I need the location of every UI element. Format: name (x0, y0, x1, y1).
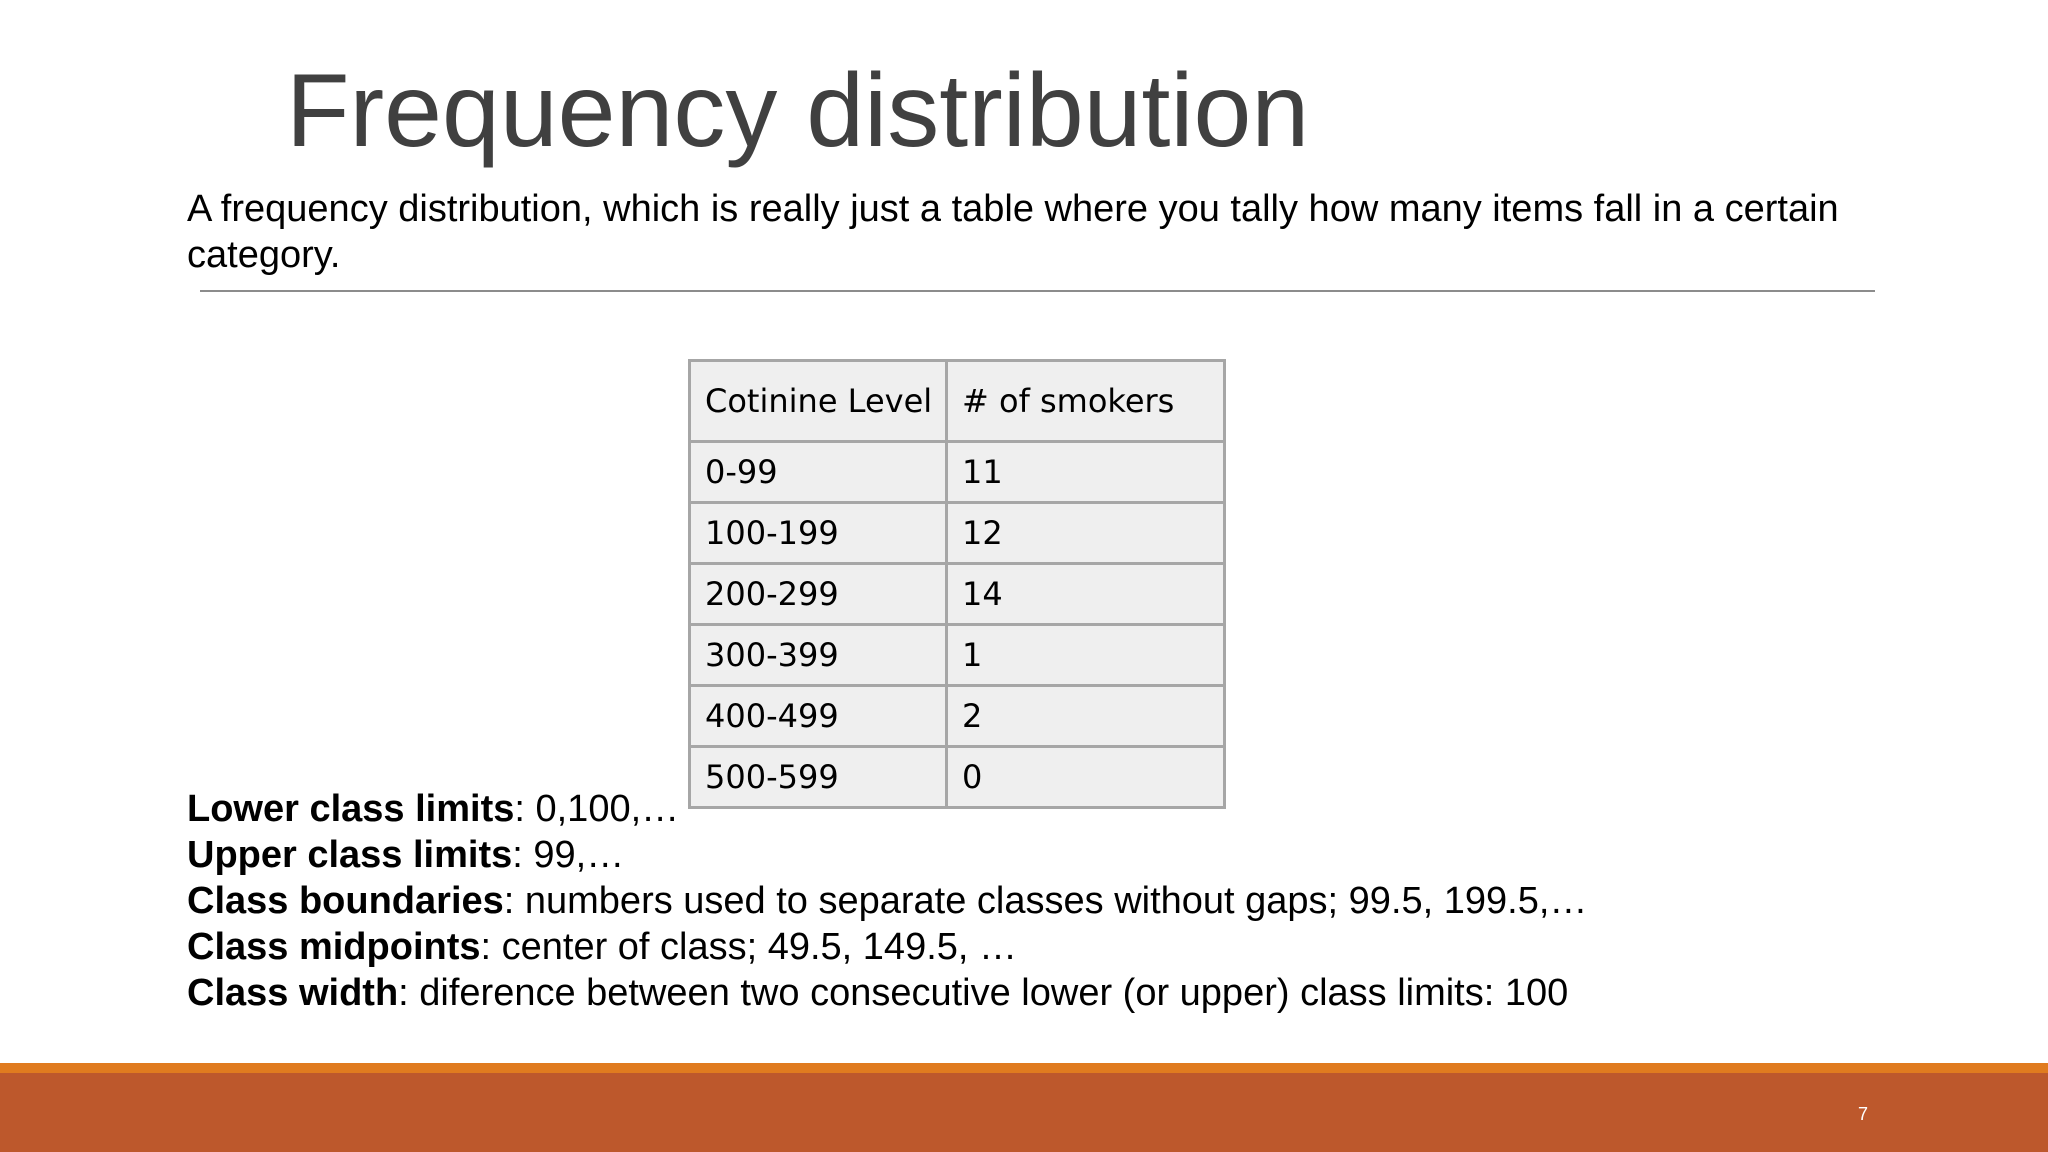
header-num-smokers: # of smokers (947, 361, 1225, 442)
cotinine-level-cell: 400-499 (690, 686, 947, 747)
smokers-count-cell: 14 (947, 564, 1225, 625)
intro-text: A frequency distribution, which is really just a table where you tally how many items fall in a certain category. (187, 188, 1839, 276)
smokers-count-cell: 1 (947, 625, 1225, 686)
definition-term: Lower class limits (187, 788, 515, 830)
frequency-table (688, 359, 1226, 809)
definition-text: : diference between two consecutive lower (or upper) class limits: 100 (398, 972, 1569, 1014)
slide-title: Frequency distribution (286, 53, 1310, 169)
definition-lower-class-limits (187, 786, 1987, 832)
smokers-count-cell: 11 (947, 442, 1225, 503)
definition-text: : 99,… (512, 834, 625, 876)
definitions-list (187, 786, 1987, 1016)
smokers-count-cell: 0 (947, 747, 1225, 808)
page-number: 7 (1857, 1104, 1868, 1124)
definition-text: : numbers used to separate classes without gaps; 99.5, 199.5,… (503, 880, 1588, 922)
table-row (690, 625, 1225, 686)
footer-accent-stripe (0, 1063, 2048, 1073)
table-row (690, 686, 1225, 747)
definition-term: Class width (187, 972, 399, 1014)
cotinine-level-cell: 100-199 (690, 503, 947, 564)
definition-upper-class-limits (187, 832, 1987, 878)
definition-class-boundaries (187, 878, 1987, 924)
definition-class-midpoints (187, 924, 1987, 970)
table-header-row (690, 361, 1225, 442)
table-row (690, 503, 1225, 564)
table-row (690, 564, 1225, 625)
cotinine-level-cell: 300-399 (690, 625, 947, 686)
definition-class-width (187, 970, 1987, 1016)
divider-line (200, 290, 1875, 292)
definition-term: Upper class limits (187, 834, 513, 876)
smokers-count-cell: 2 (947, 686, 1225, 747)
definition-text: : center of class; 49.5, 149.5, … (480, 926, 1018, 968)
definition-term: Class boundaries (187, 880, 504, 922)
smokers-count-cell: 12 (947, 503, 1225, 564)
cotinine-level-cell: 200-299 (690, 564, 947, 625)
header-cotinine-level: Cotinine Level (690, 361, 947, 442)
table-row (690, 442, 1225, 503)
definition-term: Class midpoints (187, 926, 481, 968)
footer-bar (0, 1073, 2048, 1152)
definition-text: : 0,100,… (514, 788, 680, 830)
cotinine-level-cell: 500-599 (690, 747, 947, 808)
cotinine-level-cell: 0-99 (690, 442, 947, 503)
